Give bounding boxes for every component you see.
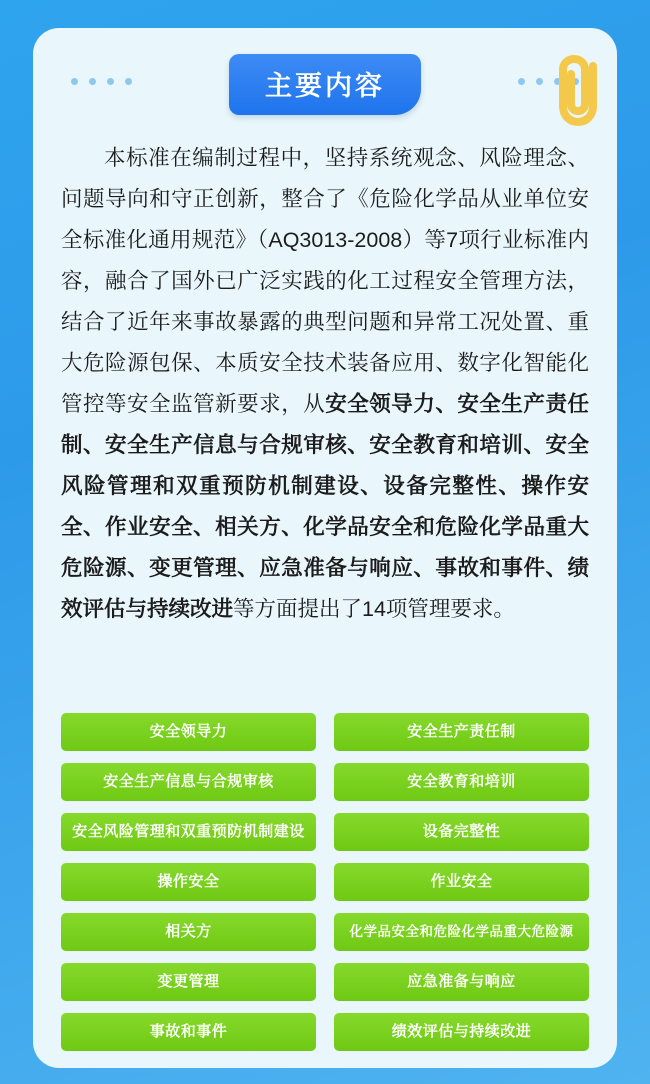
paperclip-icon [553,50,605,128]
requirement-tag[interactable]: 操作安全 [61,863,316,901]
decorative-dots-left [71,78,132,85]
requirement-tag[interactable]: 化学品安全和危险化学品重大危险源 [334,913,589,951]
management-requirements-grid [61,713,589,1051]
requirement-tag[interactable]: 绩效评估与持续改进 [334,1013,589,1051]
dot-icon [107,78,114,85]
dot-icon [536,78,543,85]
requirement-tag[interactable]: 安全风险管理和双重预防机制建设 [61,813,316,851]
dot-icon [71,78,78,85]
requirement-tag[interactable]: 作业安全 [334,863,589,901]
requirement-tag[interactable]: 设备完整性 [334,813,589,851]
requirement-tag[interactable]: 安全生产信息与合规审核 [61,763,316,801]
requirement-tag[interactable]: 安全教育和培训 [334,763,589,801]
dot-icon [518,78,525,85]
title-banner [33,46,617,110]
page-title: 主要内容 [229,54,421,115]
requirement-tag[interactable]: 事故和事件 [61,1013,316,1051]
requirement-tag[interactable]: 应急准备与响应 [334,963,589,1001]
dot-icon [125,78,132,85]
content-card [33,28,617,1068]
paragraph-part-bold: 安全领导力、安全生产责任制、安全生产信息与合规审核、安全教育和培训、安全风险管理和双重预防机制建设、设备完整性、操作安全、作业安全、相关方、化学品安全和危险化学品重大危险源、变更管理、应急准备与响应、事故和事件、绩效评估与持续改进 [61,392,589,621]
requirement-tag[interactable]: 相关方 [61,913,316,951]
card-inner [33,28,617,1068]
requirement-tag[interactable]: 安全领导力 [61,713,316,751]
requirement-tag[interactable]: 安全生产责任制 [334,713,589,751]
dot-icon [89,78,96,85]
main-paragraph [61,138,589,630]
requirement-tag[interactable]: 变更管理 [61,963,316,1001]
paragraph-part-plain-1: 本标准在编制过程中，坚持系统观念、风险理念、问题导向和守正创新，整合了《危险化学品从业单位安全标准化通用规范》（AQ3013-2008）等7项行业标准内容，融合了国外已广泛实践的化工过程安全管理方法，结合了近年来事故暴露的典型问题和异常工况处置、重大危险源包保、本质安全技术装备应用、数字化智能化管控等安全监管新要求，从 [61,146,589,416]
paragraph-part-plain-2: 等方面提出了14项管理要求。 [233,597,515,621]
